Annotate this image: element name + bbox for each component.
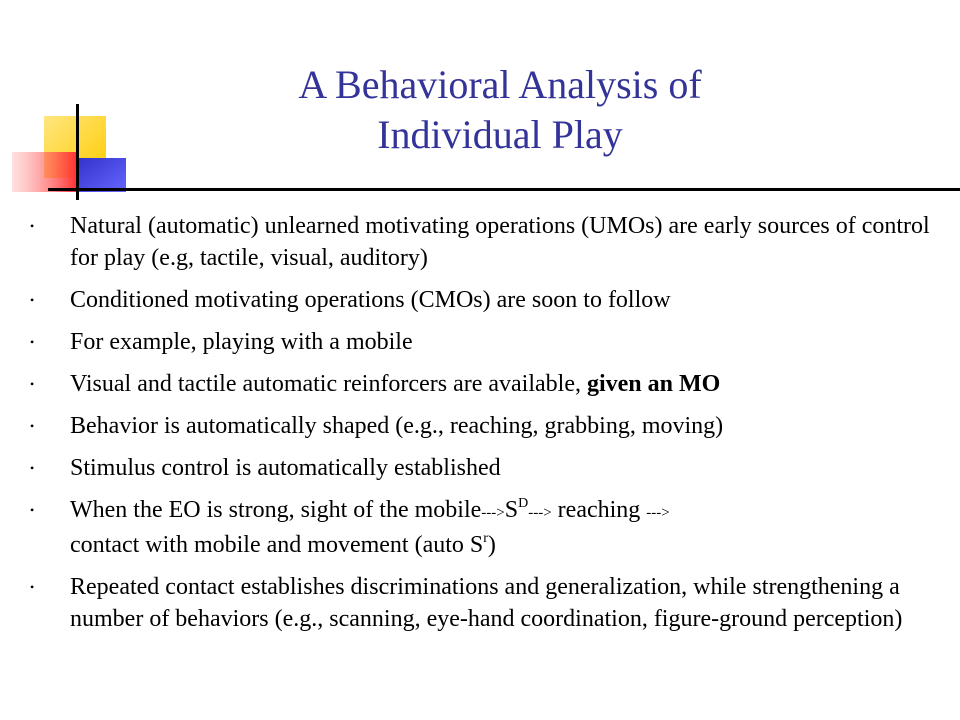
bullet-text: contact with mobile and movement (auto S <box>70 532 484 558</box>
title-divider <box>48 188 960 191</box>
bullet-item <box>30 410 950 442</box>
arrow-text: ---> <box>646 505 670 521</box>
bullet-text: Conditioned motivating operations (CMOs) are soon to follow <box>70 287 671 313</box>
bullet-text: reaching <box>551 497 647 523</box>
bullet-list <box>30 210 950 645</box>
bullet-item <box>30 571 950 635</box>
bullet-text: When the EO is strong, sight of the mobile <box>70 497 482 523</box>
blue-square <box>78 158 126 192</box>
decorative-squares-graphic <box>0 0 160 200</box>
bullet-item <box>30 326 950 358</box>
superscript-d: D <box>518 496 529 511</box>
bullet-item <box>30 452 950 484</box>
stimulus-symbol: S <box>504 497 519 523</box>
bullet-text: Behavior is automatically shaped (e.g., reaching, grabbing, moving) <box>70 413 724 439</box>
bullet-text: Stimulus control is automatically established <box>70 455 501 481</box>
bullet-text: Visual and tactile automatic reinforcers are available, <box>70 371 587 397</box>
superscript-r: r <box>483 531 488 546</box>
arrow-text: ---> <box>481 505 505 521</box>
bullet-item <box>30 494 950 561</box>
bullet-marker: • <box>30 503 35 517</box>
bullet-marker: • <box>30 293 35 307</box>
bullet-marker: • <box>30 419 35 433</box>
bullet-item <box>30 284 950 316</box>
bullet-text: ) <box>487 532 496 558</box>
bullet-marker: • <box>30 335 35 349</box>
bullet-marker: • <box>30 377 35 391</box>
bullet-text: For example, playing with a mobile <box>70 329 413 355</box>
title-line-1: A Behavioral Analysis of <box>298 62 702 107</box>
arrow-text: ---> <box>528 505 552 521</box>
vertical-line <box>76 104 79 200</box>
red-square <box>12 152 76 192</box>
bullet-marker: • <box>30 461 35 475</box>
bullet-text: Repeated contact establishes discriminations and generalization, while strengthening a number of behaviors (e.g., scanning, eye-hand coordination, figure-ground perception) <box>70 574 903 632</box>
bullet-text: Natural (automatic) unlearned motivating operations (UMOs) are early sources of control for play (e.g, tactile, visual, auditory) <box>70 213 930 271</box>
bullet-marker: • <box>30 219 35 233</box>
slide-title <box>200 60 800 160</box>
bullet-bold-text: given an MO <box>586 371 721 397</box>
title-line-2: Individual Play <box>377 112 623 157</box>
bullet-marker: • <box>30 580 35 594</box>
bullet-item <box>30 210 950 274</box>
bullet-item <box>30 368 950 400</box>
